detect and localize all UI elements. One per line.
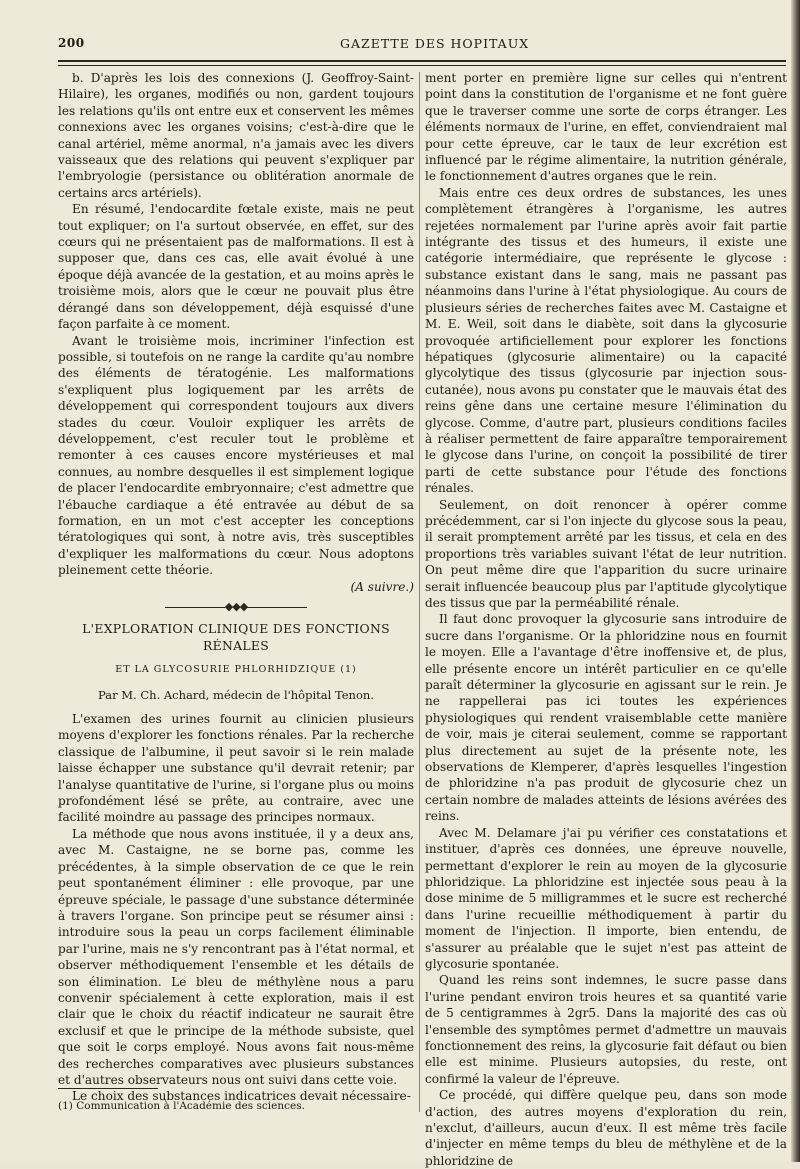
left-paragraph-2: En résumé, l'endocardite fœtale existe, mais ne peut tout expliquer; on l'a surtout observée, en effet, sur des cœurs qui ne présentaient pas de malformations. Il est à supposer que, dans ces cas, elle avait évolué à une époque déjà avancée de la gestation, et au moins après le troisième mois, alors que le cœur ne pouvait plus être dérangé dans son développement, déjà esquissé d'une façon parfaite à ce moment.	[58, 202, 414, 332]
article-byline: Par M. Ch. Achard, médecin de l'hôpital Tenon.	[98, 687, 374, 702]
left-paragraph-6: Le choix des substances indicatrices devait nécessaire-	[72, 1089, 411, 1104]
column-divider	[419, 72, 420, 1112]
right-paragraph-5: Avec M. Delamare j'ai pu vérifier ces constatations et instituer, d'après ces données, une épreuve nouvelle, permettant d'explorer le rein au moyen de la glycosurie phloridzique. La phloridzine est injectée sous peau à la dose minime de 5 milligrammes et le sucre est recherché dans l'urine recueillie méthodiquement à partir du moment de l'injection. Il importe, bien entendu, de s'assurer au préalable que le sujet n'est pas atteint de glycosurie spontanée.	[425, 825, 787, 971]
footnote: (1) Communication à l'Académie des sciences.	[58, 1100, 305, 1112]
right-paragraph-4: Il faut donc provoquer la glycosurie sans introduire de sucre dans l'organisme. Or la phloridzine nous en fournit le moyen. Elle a l'avantage d'être inoffensive et, de plus, elle présente encore un intérêt particulier en ce qu'elle paraît déterminer la glycosurie en agissant sur le rein. Je ne rappellerai pas ici toutes les expériences physiologiques qui rendent vraisemblable cette manière de voir, mais je citerai seulement, comme se rapportant plus directement au sujet de la présente note, les observations de Klemperer, d'après lesquelles l'ingestion de phloridzine n'a pas produit de glycosurie chez un certain nombre de malades atteints de lésions avérées des reins.	[425, 612, 787, 824]
page-header	[58, 36, 786, 56]
left-paragraph-1: b. D'après les lois des connexions (J. Geoffroy-Saint-Hilaire), les organes, modifiés ou non, gardent toujours les relations qu'ils ont entre eux et conservent les mêmes connexions avec les organes voisins; c'est-à-dire que le canal artériel, même anormal, n'a jamais avec les divers vaisseaux que des relations qui peuvent s'expliquer par l'embryologie (persistance ou oblitération anormale de certains arcs artériels).	[58, 71, 414, 200]
journal-title: GAZETTE DES HOPITAUX	[340, 36, 530, 51]
right-paragraph-7: Ce procédé, qui diffère quelque peu, dans son mode d'action, des autres moyens d'exploration du rein, n'exclut, d'ailleurs, aucun d'eux. Il est même très facile d'injecter en même temps du bleu de méthylène et de la phloridzine de	[425, 1088, 787, 1168]
to-be-continued: (A suivre.)	[350, 579, 414, 594]
header-rule-thin	[58, 65, 786, 66]
right-paragraph-2: Mais entre ces deux ordres de substances, les unes complètement étrangères à l'organisme, les autres rejetées normalement par l'urine après avoir fait partie intégrante des tissus et des humeurs, il existe une catégorie intermédiaire, que représente le glycose : substance existant dans le sang, mais ne passant pas néanmoins dans l'urine à l'état physiologique. Au cours de plusieurs séries de recherches faites avec M. Castaigne et M. E. Weil, soit dans le diabète, soit dans la glycosurie provoquée artificiellement pour explorer les fonctions hépatiques (glycosurie alimentaire) ou la capacité glycolytique des tissus (glycosurie par injection sous-cutanée), nous avons pu constater que le mauvais état des reins gêne dans une certaine mesure l'élimination du glycose. Comme, d'autre part, plusieurs conditions faciles à réaliser permettent de faire apparaître temporairement le glycose dans l'urine, on conçoit la possibilité de tirer parti de cette substance pour l'étude des fonctions rénales.	[425, 185, 787, 496]
right-column	[425, 70, 787, 1169]
page-edge-shadow	[791, 0, 800, 1162]
left-paragraph-3: Avant le troisième mois, incriminer l'infection est possible, si toutefois on ne range la cardite qu'au nombre des éléments de tératogénie. Les malformations s'expliquent plus logiquement par les arrêts de développement qui correspondent toujours aux divers stades du cœur. Vouloir expliquer les arrêts de développement, c'est reculer tout le problème et remonter à ces causes encore mystérieuses et mal connues, au nombre desquelles il est simplement logique de placer l'endocardite embryonnaire; c'est admettre que l'ébauche cardiaque a été entravée au début de sa formation, en un mot c'est accepter les conceptions tératologiques qui sont, à notre avis, très susceptibles d'expliquer les malformations du cœur. Nous adoptons pleinement cette théorie.	[58, 333, 414, 578]
page-number: 200	[58, 36, 85, 50]
section-separator: ◆◆◆	[58, 599, 414, 615]
article-title: L'EXPLORATION CLINIQUE DES FONCTIONS RÉNALES	[82, 621, 390, 653]
right-paragraph-6: Quand les reins sont indemnes, le sucre passe dans l'urine pendant environ trois heures et sa quantité varie de 5 centigrammes à 2gr5. Dans la majorité des cas où l'ensemble des symptômes permet d'admettre un mauvais fonctionnement des reins, la glycosurie fait défaut ou bien elle est minime. Plusieurs autopsies, du reste, ont confirmé la valeur de l'épreuve.	[425, 973, 787, 1086]
right-paragraph-3: Seulement, on doit renoncer à opérer comme précédemment, car si l'on injecte du glycose sous la peau, il serait promptement arrêté par les tissus, et cela en des proportions très variables suivant l'état de leur nutrition. On peut même dire que l'apparition du sucre urinaire serait influencée beaucoup plus par l'aptitude glycolytique des tissus que par la perméabilité rénale.	[425, 497, 787, 610]
article-subtitle: ET LA GLYCOSURIE PHLORHIDZIQUE (1)	[115, 664, 357, 676]
footnote-rule	[58, 1088, 158, 1089]
right-paragraph-1: ment porter en première ligne sur celles qui n'entrent point dans la constitution de l'organisme et ne font guère que le traverser comme une sorte de corps étranger. Les éléments normaux de l'urine, en effet, conviendraient mal pour cette épreuve, car le taux de leur excrétion est influencé par le régime alimentaire, la nutrition générale, le fonctionnement d'autres organes que le rein.	[425, 71, 787, 184]
left-paragraph-5: La méthode que nous avons instituée, il y a deux ans, avec M. Castaigne, ne se borne pas, comme les précédentes, à la simple observation de ce que le rein peut spontanément éliminer : elle provoque, par une épreuve spéciale, le passage d'une substance déterminée à travers l'organe. Son principe peut se résumer ainsi : introduire sous la peau un corps facilement éliminable par l'urine, mais ne s'y rencontrant pas à l'état normal, et observer méthodiquement l'ensemble et les détails de son élimination. Le bleu de méthylène nous a paru convenir spécialement à cette exploration, mais il est clair que le choix du réactif indicateur ne saurait être exclusif et que le principe de la méthode subsiste, quel que soit le corps employé. Nous avons fait nous-même des recherches comparatives avec plusieurs substances et d'autres observateurs nous ont suivi dans cette voie.	[58, 826, 414, 1087]
left-column	[58, 70, 414, 1105]
left-paragraph-4: L'examen des urines fournit au clinicien plusieurs moyens d'explorer les fonctions rénales. Par la recherche classique de l'albumine, il peut savoir si le rein malade laisse échapper une substance qu'il devrait retenir; par l'analyse quantitative de l'urine, si l'organe plus ou moins profondément lésé se prête, au contraire, avec une facilité moindre au passage des principes normaux.	[58, 712, 414, 825]
header-rule-thick	[58, 60, 786, 62]
